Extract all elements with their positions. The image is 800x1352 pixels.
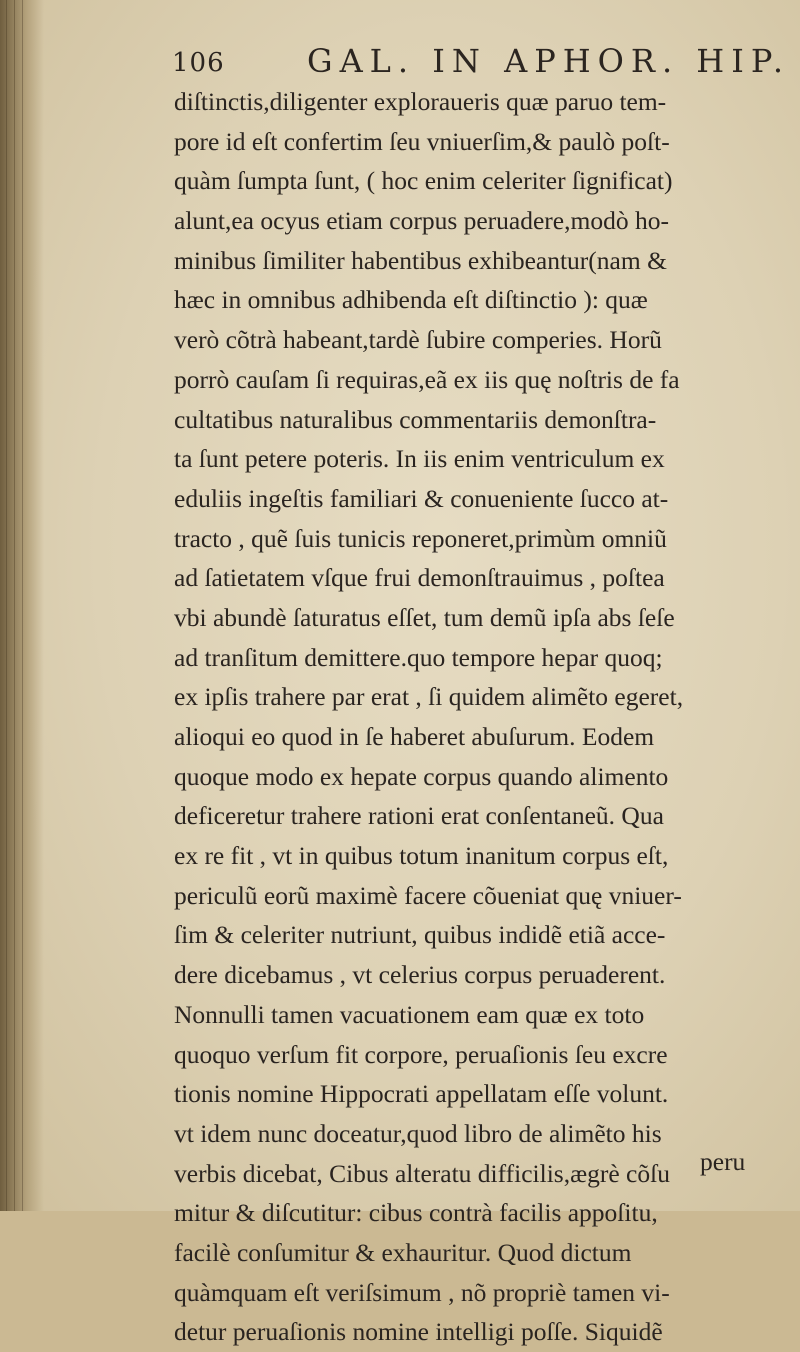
text-line: quoque modo ex hepate corpus quando alimento [174,761,669,791]
text-line: eduliis ingeſtis familiari & conueniente ſucco at- [174,483,669,513]
text-line: alunt,ea ocyus etiam corpus peruadere,modò ho- [174,206,669,236]
text-line: ad tranſitum demittere.quo tempore hepar quoq; [174,642,663,672]
text-line: ex ipſis trahere par erat , ſi quidem alimẽto egeret, [174,682,684,712]
text-line: mitur & diſcutitur: cibus contrà facilis appoſitu, [174,1198,658,1228]
text-line: quàmquam eſt veriſsimum , nõ propriè tamen vi- [174,1277,670,1307]
text-line: pore id eſt confertim ſeu vniuerſim,& paulò poſt- [174,126,670,156]
text-line: facilè conſumitur & exhauritur. Quod dictum [174,1237,632,1267]
text-line: tracto , quẽ ſuis tunicis reponeret,primùm omniũ [174,523,667,553]
text-line: tionis nomine Hippocrati appellatam eſſe volunt. [174,1079,669,1109]
text-line: porrò cauſam ſi requiras,eã ex iis quę noſtris de fa [174,364,680,394]
text-line: quoquo verſum fit corpore, peruaſionis ſeu excre [174,1039,668,1069]
text-line: minibus ſimiliter habentibus exhibeantur(nam & [174,245,667,275]
text-line: ta ſunt petere poteris. In iis enim ventriculum ex [174,444,665,474]
text-line: alioqui eo quod in ſe haberet abuſurum. Eodem [174,722,655,751]
gutter-edge-line [6,0,7,1211]
text-line: verbis dicebat, Cibus alteratu difficilis,ægrè cõſu [174,1158,670,1188]
text-line: ex re fit , vt in quibus totum inanitum corpus eſt, [174,841,669,871]
text-line: ad ſatietatem vſque frui demonſtrauimus , poſtea [174,563,665,593]
text-line: quàm ſumpta ſunt, ( hoc enim celeriter ſignificat) [174,166,673,196]
text-line: deficeretur trahere rationi erat conſentaneũ. Qua [174,801,664,831]
text-line: detur peruaſionis nomine intelligi poſſe. Siquidẽ [174,1317,663,1347]
text-line: Nonnulli tamen vacuationem eam quæ ex toto [174,999,645,1029]
running-title: GAL. IN APHOR. HIP. [307,42,791,80]
catchword: peru [700,1147,746,1176]
page-number: 106 [172,48,225,78]
text-line: hæc in omnibus adhibenda eſt diſtinctio ): quæ [174,285,648,315]
text-line: diſtinctis,diligenter exploraueris quæ paruo tem- [174,87,667,116]
gutter-edge-line [14,0,15,1211]
body-text [174,82,774,1352]
gutter-edge-line [22,0,23,1211]
text-line: cultatibus naturalibus commentariis demonſtra- [174,404,657,434]
text-line: ſim & celeriter nutriunt, quibus indidẽ etiã acce- [174,920,666,950]
text-line: dere dicebamus , vt celerius corpus peruaderent. [174,960,666,990]
text-line: vbi abundè ſaturatus eſſet, tum demũ ipſa abs ſeſe [174,602,675,632]
text-line: periculũ eorũ maximè facere cõueniat quę vniuer- [174,880,682,910]
text-line: verò cõtrà habeant,tardè ſubire comperies. Horũ [174,325,662,355]
text-line: vt idem nunc doceatur,quod libro de alimẽto his [174,1118,662,1148]
